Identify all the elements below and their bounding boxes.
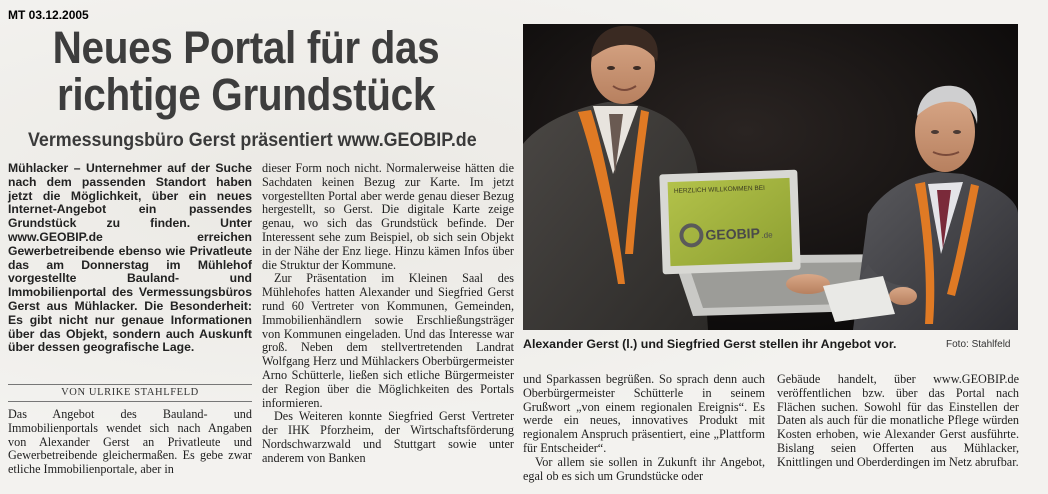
article-column-1 [8, 408, 252, 477]
article-column-2 [262, 162, 514, 466]
subheadline: Vermessungsbüro Gerst präsentiert www.GEOBIP.de [28, 130, 477, 151]
photo-caption: Alexander Gerst (l.) und Siegfried Gerst stellen ihr Angebot vor. [523, 337, 897, 351]
screen-logo: GEOBIP [705, 224, 761, 243]
headline-line-2: richtige Grundstück [57, 69, 435, 120]
screen-logo-suffix: .de [761, 230, 773, 240]
column-2-paragraph-3: Des Weiteren konnte Siegfried Gerst Vertreter der IHK Pforzheim, der Wirtschaftsförderung Nordschwarzwald und Stuttgart sowie unter anderem von Banken [262, 409, 514, 465]
lead-paragraph: Mühlacker – Unternehmer auf der Suche nach dem passenden Standort haben jetzt die Möglichkeit, über ein neues Internet-Angebot ein passendes Grundstück zu finden. Unter www.GEOBIP.de erreichen Gewerbetreibende ebenso wie Privatleute das am Donnerstag im Mühlehof vorgestellte Bauland- und Immobilienportal des Vermessungsbüros Gerst aus Mühlacker. Die Besonderheit: Es gibt nicht nur genaue Informationen über das Objekt, sondern auch Auskunft über dessen geografische Lage. [8, 161, 252, 355]
headline-line-1: Neues Portal für das [52, 22, 440, 73]
date-stamp: MT 03.12.2005 [8, 8, 89, 22]
column-3-paragraph-2: Vor allem sie sollen in Zukunft ihr Angebot, egal ob es sich um Grundstücke oder [523, 454, 765, 483]
byline: VON ULRIKE STAHLFELD [61, 387, 199, 398]
column-4-paragraph-1: Gebäude handelt, über www.GEOBIP.de veröffentlichen bzw. über das Portal nach Flächen suchen. Sowohl für das Einstellen der Daten als auch für die monatliche Pflege würden Kosten erhoben, wie Alexander Gerst ausführte. Bislang seien Offerten aus Mühlacker, Knittlingen und Oberderdingen im Netz abrufbar. [777, 372, 1019, 469]
column-1-paragraph: Das Angebot des Bauland- und Immobilienportals wendet sich nach Angaben von Alexander Gerst an Privatleute und Gewerbetreibende gleichermaßen. Es gebe zwar etliche Immobilienportale, aber in [8, 407, 252, 477]
article-column-3 [523, 373, 765, 483]
article-column-4 [777, 373, 1019, 470]
article-photo [523, 24, 1018, 330]
headline [30, 24, 462, 118]
column-3-paragraph-1: und Sparkassen begrüßen. So sprach denn auch Oberbürgermeister Schütterle in seinem Grußwort „von einem regionalen Ereignis“. Es werde ein neues, innovatives Produkt mit regionalem Anspruch präsentiert, eine „Plattform für Entscheider“. [523, 372, 765, 455]
screen-banner: HERZLICH WILLKOMMEN BEI [673, 184, 765, 195]
column-2-paragraph-1: dieser Form noch nicht. Normalerweise hätten die Sachdaten keinen Bezug zur Karte. Im jetzt vorgestellten Portal aber werde genau dieser Bezug hergestellt, so Gerst. Die digitale Karte zeige genau, wo sich das Grundstück befinde. Der Interessent sehe zum Beispiel, ob sich sein Objekt in der Nähe der Enz liege. Hinzu kämen Infos über die Struktur der Kommune. [262, 161, 514, 272]
photo-credit: Foto: Stahlfeld [946, 339, 1011, 350]
column-2-paragraph-2: Zur Präsentation im Kleinen Saal des Mühlehofes hatten Alexander und Siegfried Gerst rund 60 Vertreter von Kommunen, Gemeinden, Immobilienhändlern sowie Erschließungsträger von Kommunen eingeladen. Und das Interesse war groß. Neben dem stellvertretenden Landrat Wolfgang Herz und Mühlackers Oberbürgermeister Arno Schütterle, ließen sich etliche Bürgermeister der Region über die Möglichkeiten des Portals informieren. [262, 271, 514, 410]
byline-box [8, 384, 252, 402]
